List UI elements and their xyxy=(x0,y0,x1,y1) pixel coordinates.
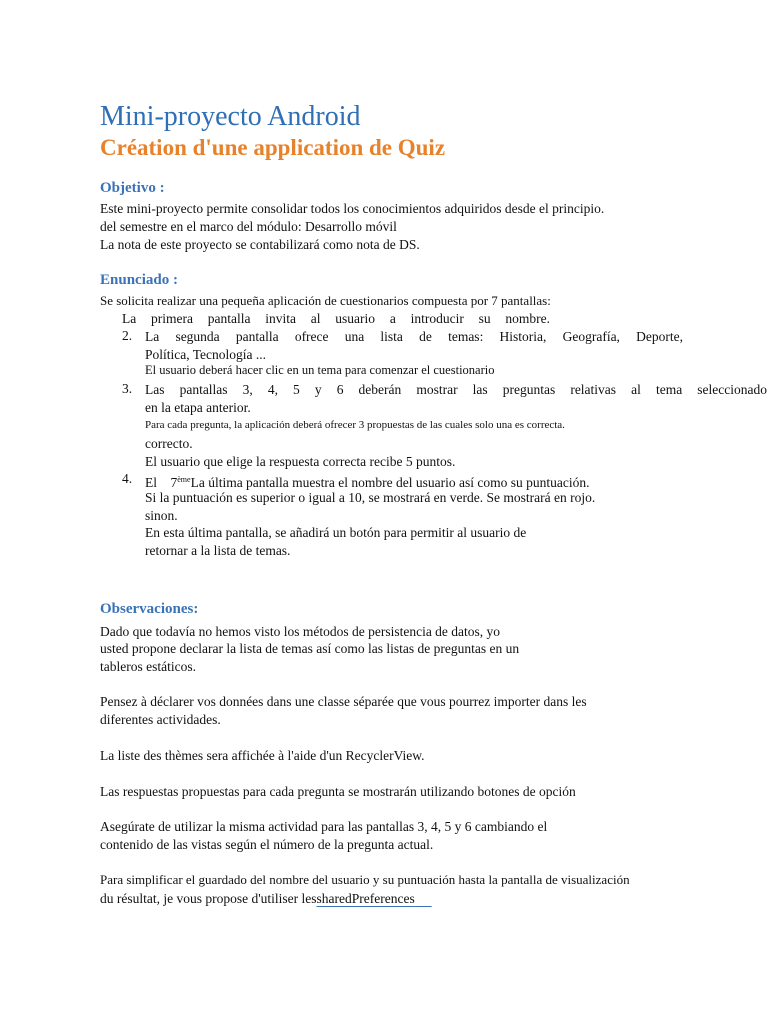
observaciones-p3: La liste des thèmes sera affichée à l'aide d'un RecyclerView. xyxy=(100,748,425,763)
list-item-4-prefix: El xyxy=(145,475,157,490)
observaciones-p1-line-1: Dado que todavía no hemos visto los métodos de persistencia de datos, yo xyxy=(100,624,501,639)
observaciones-p1-line-3: tableros estáticos. xyxy=(100,659,196,674)
list-number-3: 3. xyxy=(122,381,133,396)
observaciones-p5-line-1: Asegúrate de utilizar la misma actividad para las pantallas 3, 4, 5 y 6 cambiando el xyxy=(100,819,548,834)
observaciones-p4: Las respuestas propuestas para cada pregunta se mostrarán utilizando botones de opción xyxy=(100,784,576,799)
objetivo-line-1: Este mini-proyecto permite consolidar todos los conocimientos adquiridos desde el principio. xyxy=(100,201,605,216)
list-item-4-line-4: En esta última pantalla, se añadirá un botón para permitir al usuario de xyxy=(145,525,527,540)
list-item-2-line-3: El usuario deberá hacer clic en un tema para comenzar el cuestionario xyxy=(145,363,495,377)
objetivo-heading: Objetivo : xyxy=(100,180,165,196)
observaciones-p2-line-2: diferentes actividades. xyxy=(100,712,221,727)
observaciones-p5-line-2: contenido de las vistas según el número de la pregunta actual. xyxy=(100,837,434,852)
objetivo-line-3: La nota de este proyecto se contabilizará como nota de DS. xyxy=(100,237,420,252)
list-item-2-line-2: Política, Tecnología ... xyxy=(145,347,267,362)
list-item-2-line-1: La segunda pantalla ofrece una lista de temas: Historia, Geografía, Deporte, xyxy=(145,329,683,344)
list-item-3-line-3: Para cada pregunta, la aplicación deberá ofrecer 3 propuestas de las cuales solo una es correcta. xyxy=(145,419,565,431)
list-item-3-line-2: en la etapa anterior. xyxy=(145,400,251,415)
page-title: Mini-proyecto Android xyxy=(100,101,361,132)
list-number-2: 2. xyxy=(122,328,133,343)
observaciones-p6-line-2 xyxy=(100,890,432,908)
list-item-4-seven: 7 xyxy=(170,475,178,490)
observaciones-p1-line-2: usted propone declarar la lista de temas así como las listas de preguntas en un xyxy=(100,641,520,656)
list-item-3-line-5: El usuario que elige la respuesta correcta recibe 5 puntos. xyxy=(145,454,456,469)
list-item-3-line-4: correcto. xyxy=(145,436,193,451)
list-item-4-line-3: sinon. xyxy=(145,508,178,523)
list-item-3-line-1: Las pantallas 3, 4, 5 y 6 deberán mostrar las preguntas relativas al tema seleccionado xyxy=(145,382,767,397)
list-item-4-line-5: retornar a la lista de temas. xyxy=(145,543,291,558)
link-underline-tail xyxy=(415,891,432,906)
observaciones-p2-line-1: Pensez à déclarer vos données dans une classe séparée que vous pourrez importer dans les xyxy=(100,694,587,709)
list-item-4-text: La última pantalla muestra el nombre del usuario así como su puntuación. xyxy=(190,475,590,490)
observaciones-heading: Observaciones: xyxy=(100,601,199,617)
list-number-4: 4. xyxy=(122,471,133,486)
enunciado-intro: Se solicita realizar una pequeña aplicación de cuestionarios compuesta por 7 pantallas: xyxy=(100,293,551,308)
objetivo-line-2: del semestre en el marco del módulo: Desarrollo móvil xyxy=(100,219,397,234)
observaciones-p6-line-1: Para simplificar el guardado del nombre del usuario y su puntuación hasta la pantalla de visualización xyxy=(100,872,630,887)
page-subtitle: Création d'une application de Quiz xyxy=(100,135,446,160)
shared-preferences-link[interactable]: sharedPreferences xyxy=(316,891,415,906)
list-item-4-line-2: Si la puntuación es superior o igual a 10, se mostrará en verde. Se mostrará en rojo. xyxy=(145,490,596,505)
list-item-4-sup: ème xyxy=(177,475,191,484)
list-item-1: La primera pantalla invita al usuario a introducir su nombre. xyxy=(122,311,550,326)
observaciones-p6-prefix: du résultat, je vous propose d'utiliser les xyxy=(100,891,317,906)
enunciado-heading: Enunciado : xyxy=(100,272,178,288)
